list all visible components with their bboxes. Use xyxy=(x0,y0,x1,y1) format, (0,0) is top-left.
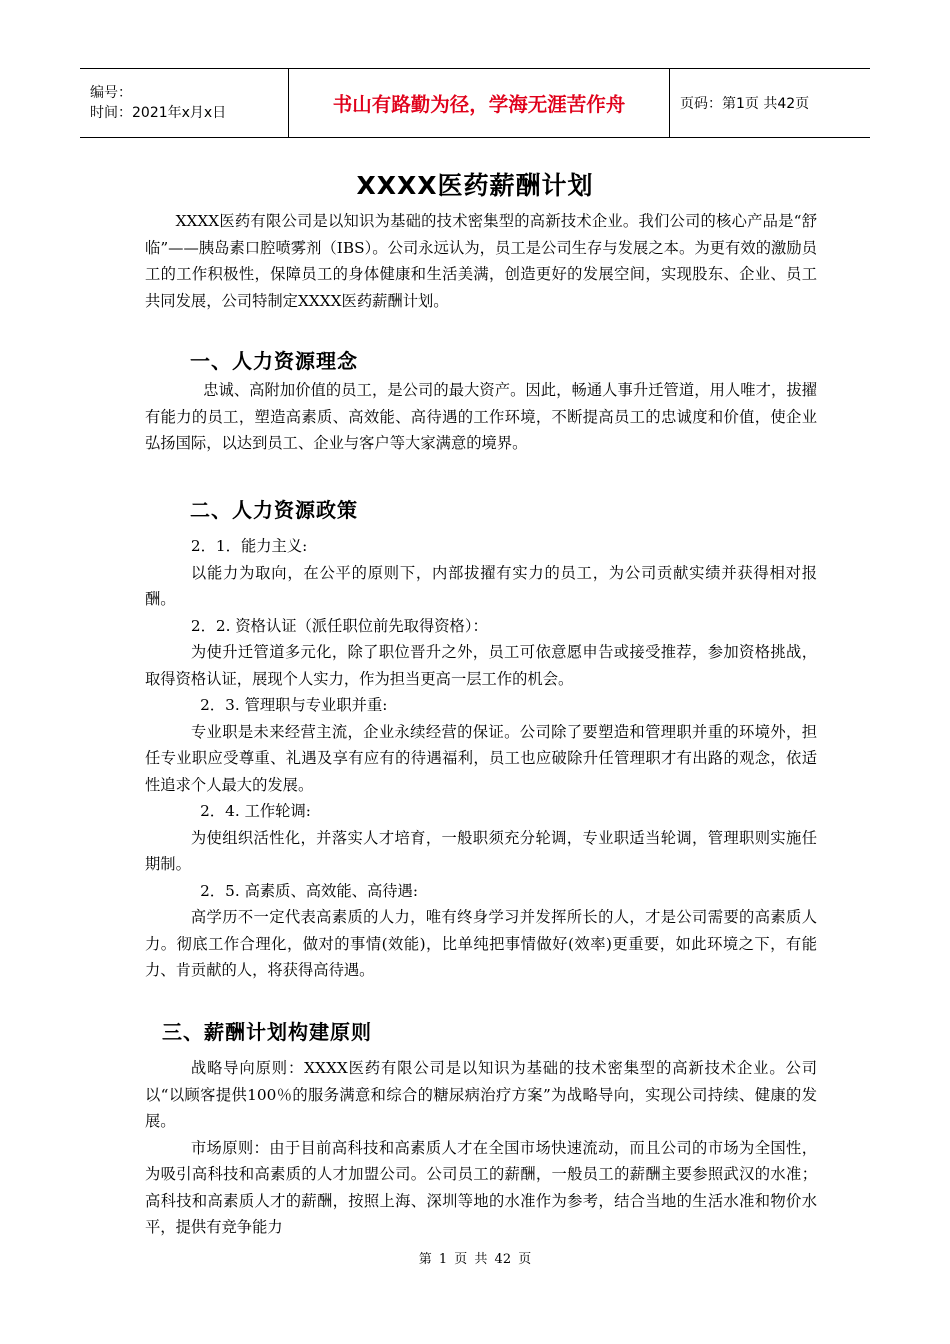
section1-body xyxy=(145,377,817,457)
section2-body xyxy=(145,533,817,984)
section3-p2: 市场原则：由于目前高科技和高素质人才在全国市场快速流动，而且公司的市场为全国性，为吸引高科技和高素质的人才加盟公司。公司员工的薪酬，一般员工的薪酬主要参照武汉的水准；高科技和高素质人才的薪酬，按照上海、深圳等地的水准作为参考，结合当地的生活水准和物价水平，提供有竞争能力 xyxy=(145,1138,817,1236)
section1-heading: 一、人力资源理念 xyxy=(190,349,358,373)
item-2-label: 2．2. 资格认证（派任职位前先取得资格）： xyxy=(190,616,488,635)
item-1-label: 2．1．能力主义: xyxy=(190,537,308,555)
item-4-text: 为使组织活性化，并落实人才培育，一般职须充分轮调，专业职适当轮调，管理职则实施任期制。 xyxy=(145,828,817,873)
item-5-label: 2．5. 高素质、高效能、高待遇: xyxy=(200,881,418,900)
page-header xyxy=(80,68,870,138)
date-line: 时间：2021年x月x日 xyxy=(90,105,227,121)
section1-text: 忠诚、高附加价值的员工，是公司的最大资产。因此，畅通人事升迁管道，用人唯才，拔擢有能力的员工，塑造高素质、高效能、高待遇的工作环境，不断提高员工的忠诚度和价值，使企业弘扬国际，以达到员工、企业与客户等大家满意的境界。 xyxy=(145,381,817,452)
header-meta xyxy=(80,69,288,137)
motto-text: 书山有路勤为径，学海无涯苦作舟 xyxy=(332,93,626,116)
page-footer: 第 1 页 共 42 页 xyxy=(418,1252,532,1267)
section3-p1: 战略导向原则：XXXX医药有限公司是以知识为基础的技术密集型的高新技术企业。公司以“以顾客提供100％的服务满意和综合的糖尿病治疗方案”为战略导向，实现公司持续、健康的发展。 xyxy=(145,1059,817,1130)
serial-label: 编号： xyxy=(90,85,132,101)
intro-paragraph xyxy=(145,208,817,314)
section3-heading: 三、薪酬计划构建原则 xyxy=(162,1020,372,1044)
section2-heading: 二、人力资源政策 xyxy=(190,498,358,522)
item-3-label: 2．3. 管理职与专业职并重: xyxy=(200,696,388,714)
document-title: XXXX医药薪酬计划 xyxy=(356,171,594,200)
header-motto xyxy=(288,69,670,137)
item-5-text: 高学历不一定代表高素质的人力，唯有终身学习并发挥所长的人，才是公司需要的高素质人力。彻底工作合理化，做对的事情(效能)，比单纯把事情做好(效率)更重要，如此环境之下，有能力、肯贡献的人，将获得高待遇。 xyxy=(145,908,817,979)
intro-text: XXXX医药有限公司是以知识为基础的技术密集型的高新技术企业。我们公司的核心产品是“舒临”——胰岛素口腔喷雾剂（IBS）。公司永远认为，员工是公司生存与发展之本。为更有效的激励员工的工作积极性，保障员工的身体健康和生活美满，创造更好的发展空间，实现股东、企业、员工共同发展，公司特制定XXXX医药薪酬计划。 xyxy=(145,212,817,310)
page-info-text: 页码：第1页 共42页 xyxy=(680,96,810,112)
item-4-label: 2．4. 工作轮调: xyxy=(200,802,311,820)
section3-body xyxy=(145,1055,817,1241)
item-2-text: 为使升迁管道多元化，除了职位晋升之外，员工可依意愿申告或接受推荐，参加资格挑战，取得资格认证，展现个人实力，作为担当更高一层工作的机会。 xyxy=(145,643,817,688)
item-3-text: 专业职是未来经营主流，企业永续经营的保证。公司除了要塑造和管理职并重的环境外，担任专业职应受尊重、礼遇及享有应有的待遇福利，员工也应破除升任管理职才有出路的观念，依适性追求个人最大的发展。 xyxy=(145,722,817,794)
item-1-text: 以能力为取向，在公平的原则下，内部拔擢有实力的员工，为公司贡献实绩并获得相对报酬。 xyxy=(145,563,817,608)
header-page-info xyxy=(670,69,870,137)
